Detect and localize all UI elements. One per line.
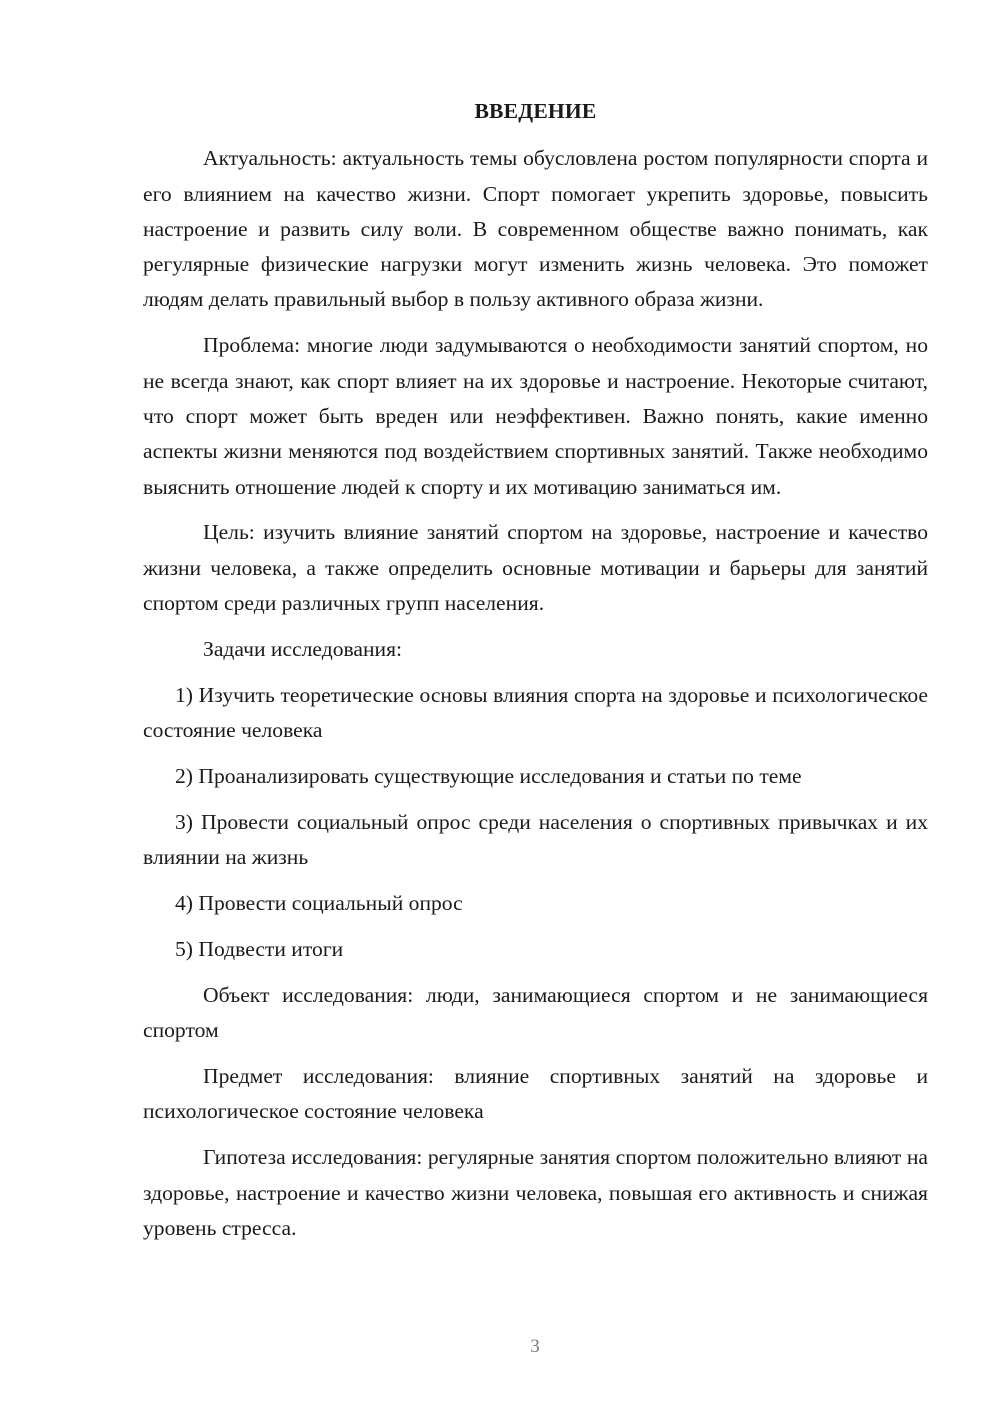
list-item: 1) Изучить теоретические основы влияния спорта на здоровье и психологическое состояние человека bbox=[143, 682, 928, 743]
list-item: 4) Провести социальный опрос bbox=[175, 891, 463, 916]
section-heading: ВВЕДЕНИЕ bbox=[474, 99, 597, 123]
paragraph-object: Объект исследования: люди, занимающиеся спортом и не занимающиеся спортом bbox=[143, 982, 928, 1043]
list-item: 2) Проанализировать существующие исследования и статьи по теме bbox=[175, 764, 802, 789]
page-content bbox=[143, 94, 928, 1257]
paragraph-hypothesis: Гипотеза исследования: регулярные занятия спортом положительно влияют на здоровье, настроение и качество жизни человека, повышая его активность и снижая уровень стресса. bbox=[143, 1145, 928, 1240]
paragraph-relevance: Актуальность: актуальность темы обусловлена ростом популярности спорта и его влиянием на качество жизни. Спорт помогает укрепить здоровье, повысить настроение и развить силу воли. В современном обществе важно понимать, как регулярные физические нагрузки могут изменить жизнь человека. Это поможет людям делать правильный выбор в пользу активного образа жизни. bbox=[143, 146, 928, 312]
list-item: 3) Провести социальный опрос среди населения о спортивных привычках и их влиянии на жизнь bbox=[143, 809, 928, 870]
page-number: 3 bbox=[530, 1336, 540, 1357]
paragraph-subject: Предмет исследования: влияние спортивных занятий на здоровье и психологическое состояние человека bbox=[143, 1064, 928, 1124]
paragraph-goal: Цель: изучить влияние занятий спортом на здоровье, настроение и качество жизни человека, а также определить основные мотивации и барьеры для занятий спортом среди различных групп населения. bbox=[143, 520, 928, 616]
tasks-list bbox=[143, 678, 928, 967]
list-item: 5) Подвести итоги bbox=[175, 936, 344, 961]
paragraph-tasks-title: Задачи исследования: bbox=[203, 636, 403, 661]
paragraph-problem: Проблема: многие люди задумываются о необходимости занятий спортом, но не всегда знают, как спорт влияет на их здоровье и настроение. Некоторые считают, что спорт может быть вреден или неэффективен. Важно понять, какие именно аспекты жизни меняются под воздействием спортивных занятий. Также необходимо выяснить отношение людей к спорту и их мотивацию заниматься им. bbox=[143, 333, 928, 499]
